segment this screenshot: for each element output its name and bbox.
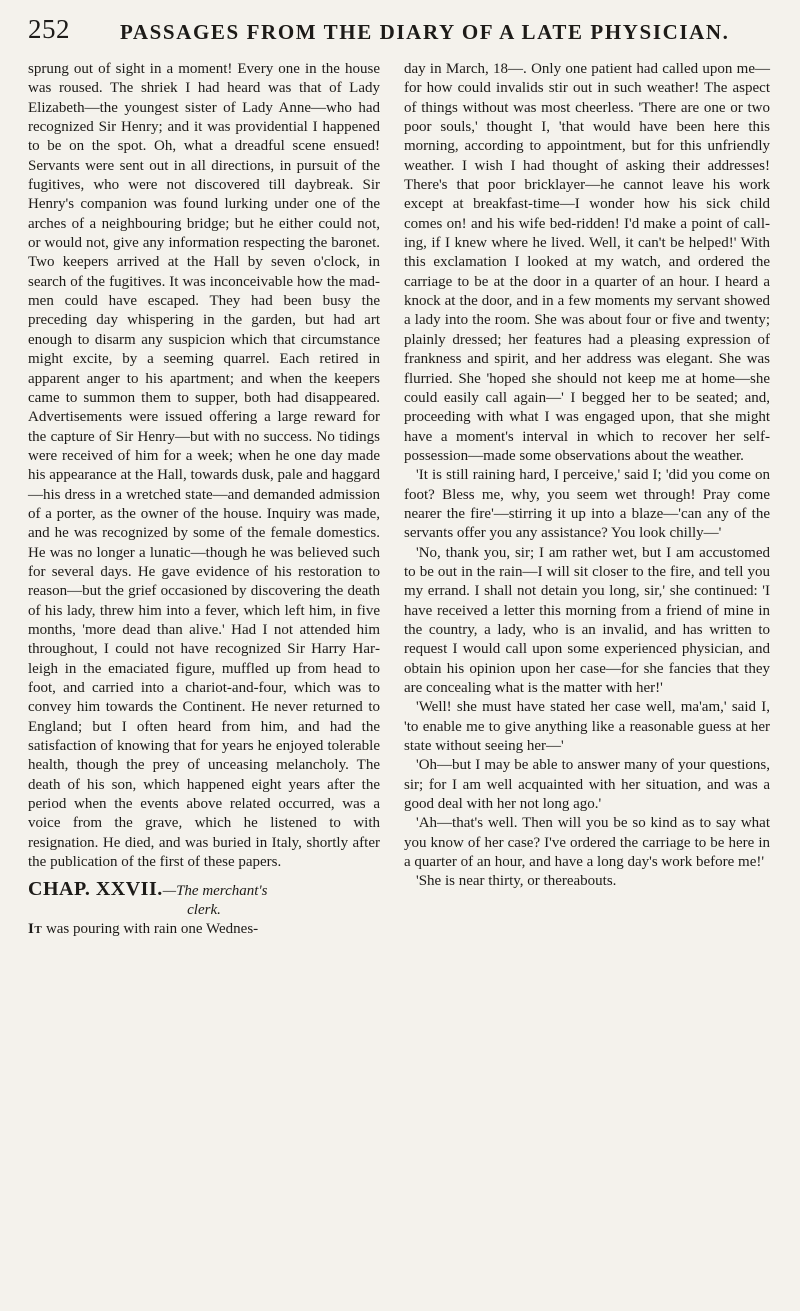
right-paragraph-4: 'Well! she must have stated her case well, ma'am,' said I, 'to enable me to give anything like a reasonable guess at her state without seeing her—' <box>404 699 770 755</box>
chapter-opening-rest: was pouring with rain one Wednes- <box>42 921 259 938</box>
chapter-number: CHAP. XXVII. <box>28 878 163 901</box>
page-header <box>28 14 760 54</box>
chapter-opening-first-word: It <box>28 921 43 938</box>
right-paragraph-6: 'Ah—that's well. Then will you be so kind as to say what you know of her case? I've ordered the carriage to be here in a quarter of an hour, and have a long day's work before me!' <box>404 815 770 871</box>
left-column <box>28 60 380 940</box>
chapter-opening-line <box>28 920 380 939</box>
left-paragraph-1: sprung out of sight in a moment! Every one in the house was roused. The shriek I had heard was that of Lady Elizabeth—the youngest sister of Lady Anne—who had recognized Sir Henry; and it was providential I happened to be on the spot. Oh, what a dreadful scene ensued! Servants were sent out in all directions, in pursuit of the fugitives, who were not discovered till daybreak. Sir Henry's companion was found lurking under one of the arches of a neighbouring bridge; but he either could not, or would not, give any information respecting the baronet. Two keepers arrived at the Hall by seven o'clock, in search of the fugitives. It was inconceivable how the madmen could have escaped. They had been busy the preceding day whispering in the garden, but had art enough to disarm any suspicion which that circumstance might excite, by a seeming quarrel. Each retired in apparent anger to his apartment; and when the keepers came to summon them to supper, both had disappeared. Advertisements were issued offering a large reward for the capture of Sir Henry—but with no success. No tidings were received of him for a week; when he one day made his appearance at the Hall, towards dusk, pale and haggard—his dress in a wretched state—and demanded admission of a porter, as the owner of the house. Inquiry was made, and he was recognized by some of the female domestics. He was no longer a lunatic—though he was believed such for several days. He gave evidence of his restoration to reason—but the grief occasioned by discovering the death of his lady, threw him into a fever, which left him, in five months, 'more dead than alive.' Had I not attended him throughout, I could not have recognized Sir Harry Harleigh in the emaciated figure, muffled up from head to foot, and carried into a chariot-and-four, which was to convey him towards the Continent. He never returned to England; but I often heard from him, and had the satisfaction of knowing that for years he enjoyed tolerable health, though the prey of unceasing melancholy. The death of his son, which happened eight years after the period when the events above related occurred, was a voice from the grave, which he listened to with resignation. He died, and was buried in Italy, shortly after the publication of the first of these papers. <box>28 61 380 871</box>
right-paragraph-3: 'No, thank you, sir; I am rather wet, but I am accustomed to be out in the rain—I will sit closer to the fire, and tell you my errand. I shall not detain you long, sir,' she continued: 'I have received a letter this morning from a friend of mine in the country, a lady, who is an invalid, and has written to request I would call upon some experienced physician, and obtain his opinion upon her case—for she fancies that they are concealing what is the matter with her!' <box>404 544 770 696</box>
page-number: 252 <box>28 14 70 44</box>
chapter-title-part-1: —The merchant's <box>162 883 268 900</box>
right-paragraph-5: 'Oh—but I may be able to answer many of your questions, sir; for I am well acquainted with her situation, and was a good deal with her not long ago.' <box>404 757 770 813</box>
right-column <box>404 60 770 892</box>
right-paragraph-2: 'It is still raining hard, I perceive,' said I; 'did you come on foot? Bless me, why, you seem wet through! Pray come nearer the fire'—stirring it up into a blaze—'can any of the servants offer you any assistance? You look chilly—' <box>404 467 770 542</box>
column-gutter <box>392 60 393 1290</box>
right-paragraph-7: 'She is near thirty, or thereabouts. <box>416 873 617 890</box>
right-paragraph-1: day in March, 18—. Only one patient had called upon me—for how could invalids stir out in such weather! The aspect of things without was most cheerless. 'There are one or two poor souls,' thought I, 'that would have been here this morning, according to appointment, but for this unfriendly weather. I wish I had thought of asking their addresses! There's that poor bricklayer—he cannot leave his work except at breakfast-time—I wonder how his sick child comes on! and his wife bed-ridden! I'd make a point of calling, if I knew where he lived. Well, it can't be helped!' With this exclamation I looked at my watch, and ordered the carriage to be at the door in a quarter of an hour. I heard a knock at the door, and in a few moments my servant showed a lady into the room. She was about four or five and twenty; plainly dressed; her features had a pleasing expression of frankness and spirit, and her address was elegant. She was flurried. She 'hoped she should not keep me at home—she could easily call again—' I begged her to be seated; and, proceeding with what I was engaged upon, that she might have a moment's interval in which to recover her self-possession—made some observations about the weather. <box>404 61 770 464</box>
running-head: PASSAGES FROM THE DIARY OF A LATE PHYSICIAN. <box>120 20 730 44</box>
chapter-heading <box>28 880 380 920</box>
chapter-title-part-2: clerk. <box>187 902 221 919</box>
